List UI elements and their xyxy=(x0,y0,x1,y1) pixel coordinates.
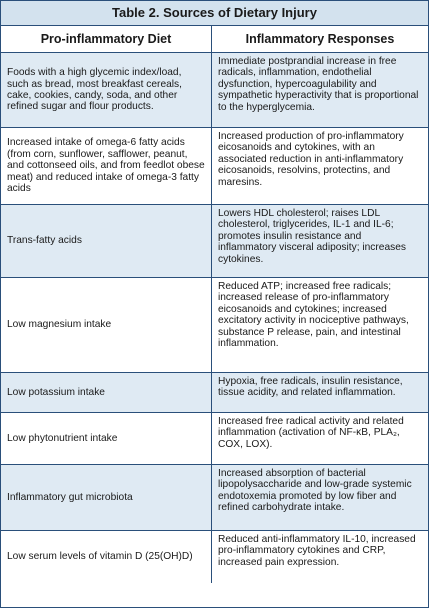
diet-cell: Foods with a high glycemic index/load, such as bread, most breakfast cereals, cake, cookies, candy, soda, and other refined sugar and flour products. xyxy=(1,53,212,127)
table-row xyxy=(1,278,428,373)
table-row xyxy=(1,413,428,465)
table-row xyxy=(1,465,428,531)
table-row xyxy=(1,531,428,583)
response-cell: Lowers HDL cholesterol; raises LDL cholesterol, triglycerides, IL-1 and IL-6; promotes insulin resistance and inflammatory visceral adiposity; increases cytokines. xyxy=(218,208,406,265)
table-row xyxy=(1,373,428,413)
response-cell: Hypoxia, free radicals, insulin resistance, tissue acidity, and related inflammation. xyxy=(218,376,403,399)
response-cell: Reduced ATP; increased free radicals; increased release of pro-inflammatory eicosanoids and cytokines; increased excitatory activity in nociceptive pathways, substance P release, pain, and intestinal inflammation. xyxy=(218,281,409,350)
diet-cell: Low serum levels of vitamin D (25(OH)D) xyxy=(1,531,212,583)
table-row xyxy=(1,128,428,205)
diet-cell: Inflammatory gut microbiota xyxy=(1,465,212,530)
diet-cell: Low phytonutrient intake xyxy=(1,413,212,464)
diet-cell: Increased intake of omega-6 fatty acids (from corn, sunflower, safflower, peanut, and cottonseed oils, and from feedlot obese meat) and reduced intake of omega-3 fatty acids xyxy=(1,128,212,204)
response-cell: Increased production of pro-inflammatory eicosanoids and cytokines, with an associated reduction in anti-inflammatory eicosanoids, resolvins, protectins, and maresins. xyxy=(218,131,404,188)
table-title: Table 2. Sources of Dietary Injury xyxy=(1,1,428,26)
diet-cell: Low potassium intake xyxy=(1,373,212,412)
table-row xyxy=(1,205,428,278)
response-cell: Increased free radical activity and related inflammation (activation of NF-κB, PLA₂, COX, LOX). xyxy=(218,416,404,450)
table-header xyxy=(1,26,428,53)
diet-cell: Low magnesium intake xyxy=(1,278,212,372)
header-inflammatory-responses: Inflammatory Responses xyxy=(245,32,395,46)
response-cell: Immediate postprandial increase in free radicals, inflammation, endothelial dysfunction, hypercoagulability and sympathetic hyperactivity that is proportional to the hyperglycemia. xyxy=(218,56,419,113)
response-cell: Reduced anti-inflammatory IL-10, increased pro-inflammatory cytokines and CRP, increased pain expression. xyxy=(218,534,416,568)
response-cell: Increased absorption of bacterial lipopolysaccharide and low-grade systemic endotoxemia promoted by low fiber and refined carbohydrate intake. xyxy=(218,468,412,514)
table-row xyxy=(1,53,428,128)
diet-cell: Trans-fatty acids xyxy=(1,205,212,277)
table-body xyxy=(1,53,428,583)
header-pro-inflammatory-diet: Pro-inflammatory Diet xyxy=(1,26,212,52)
